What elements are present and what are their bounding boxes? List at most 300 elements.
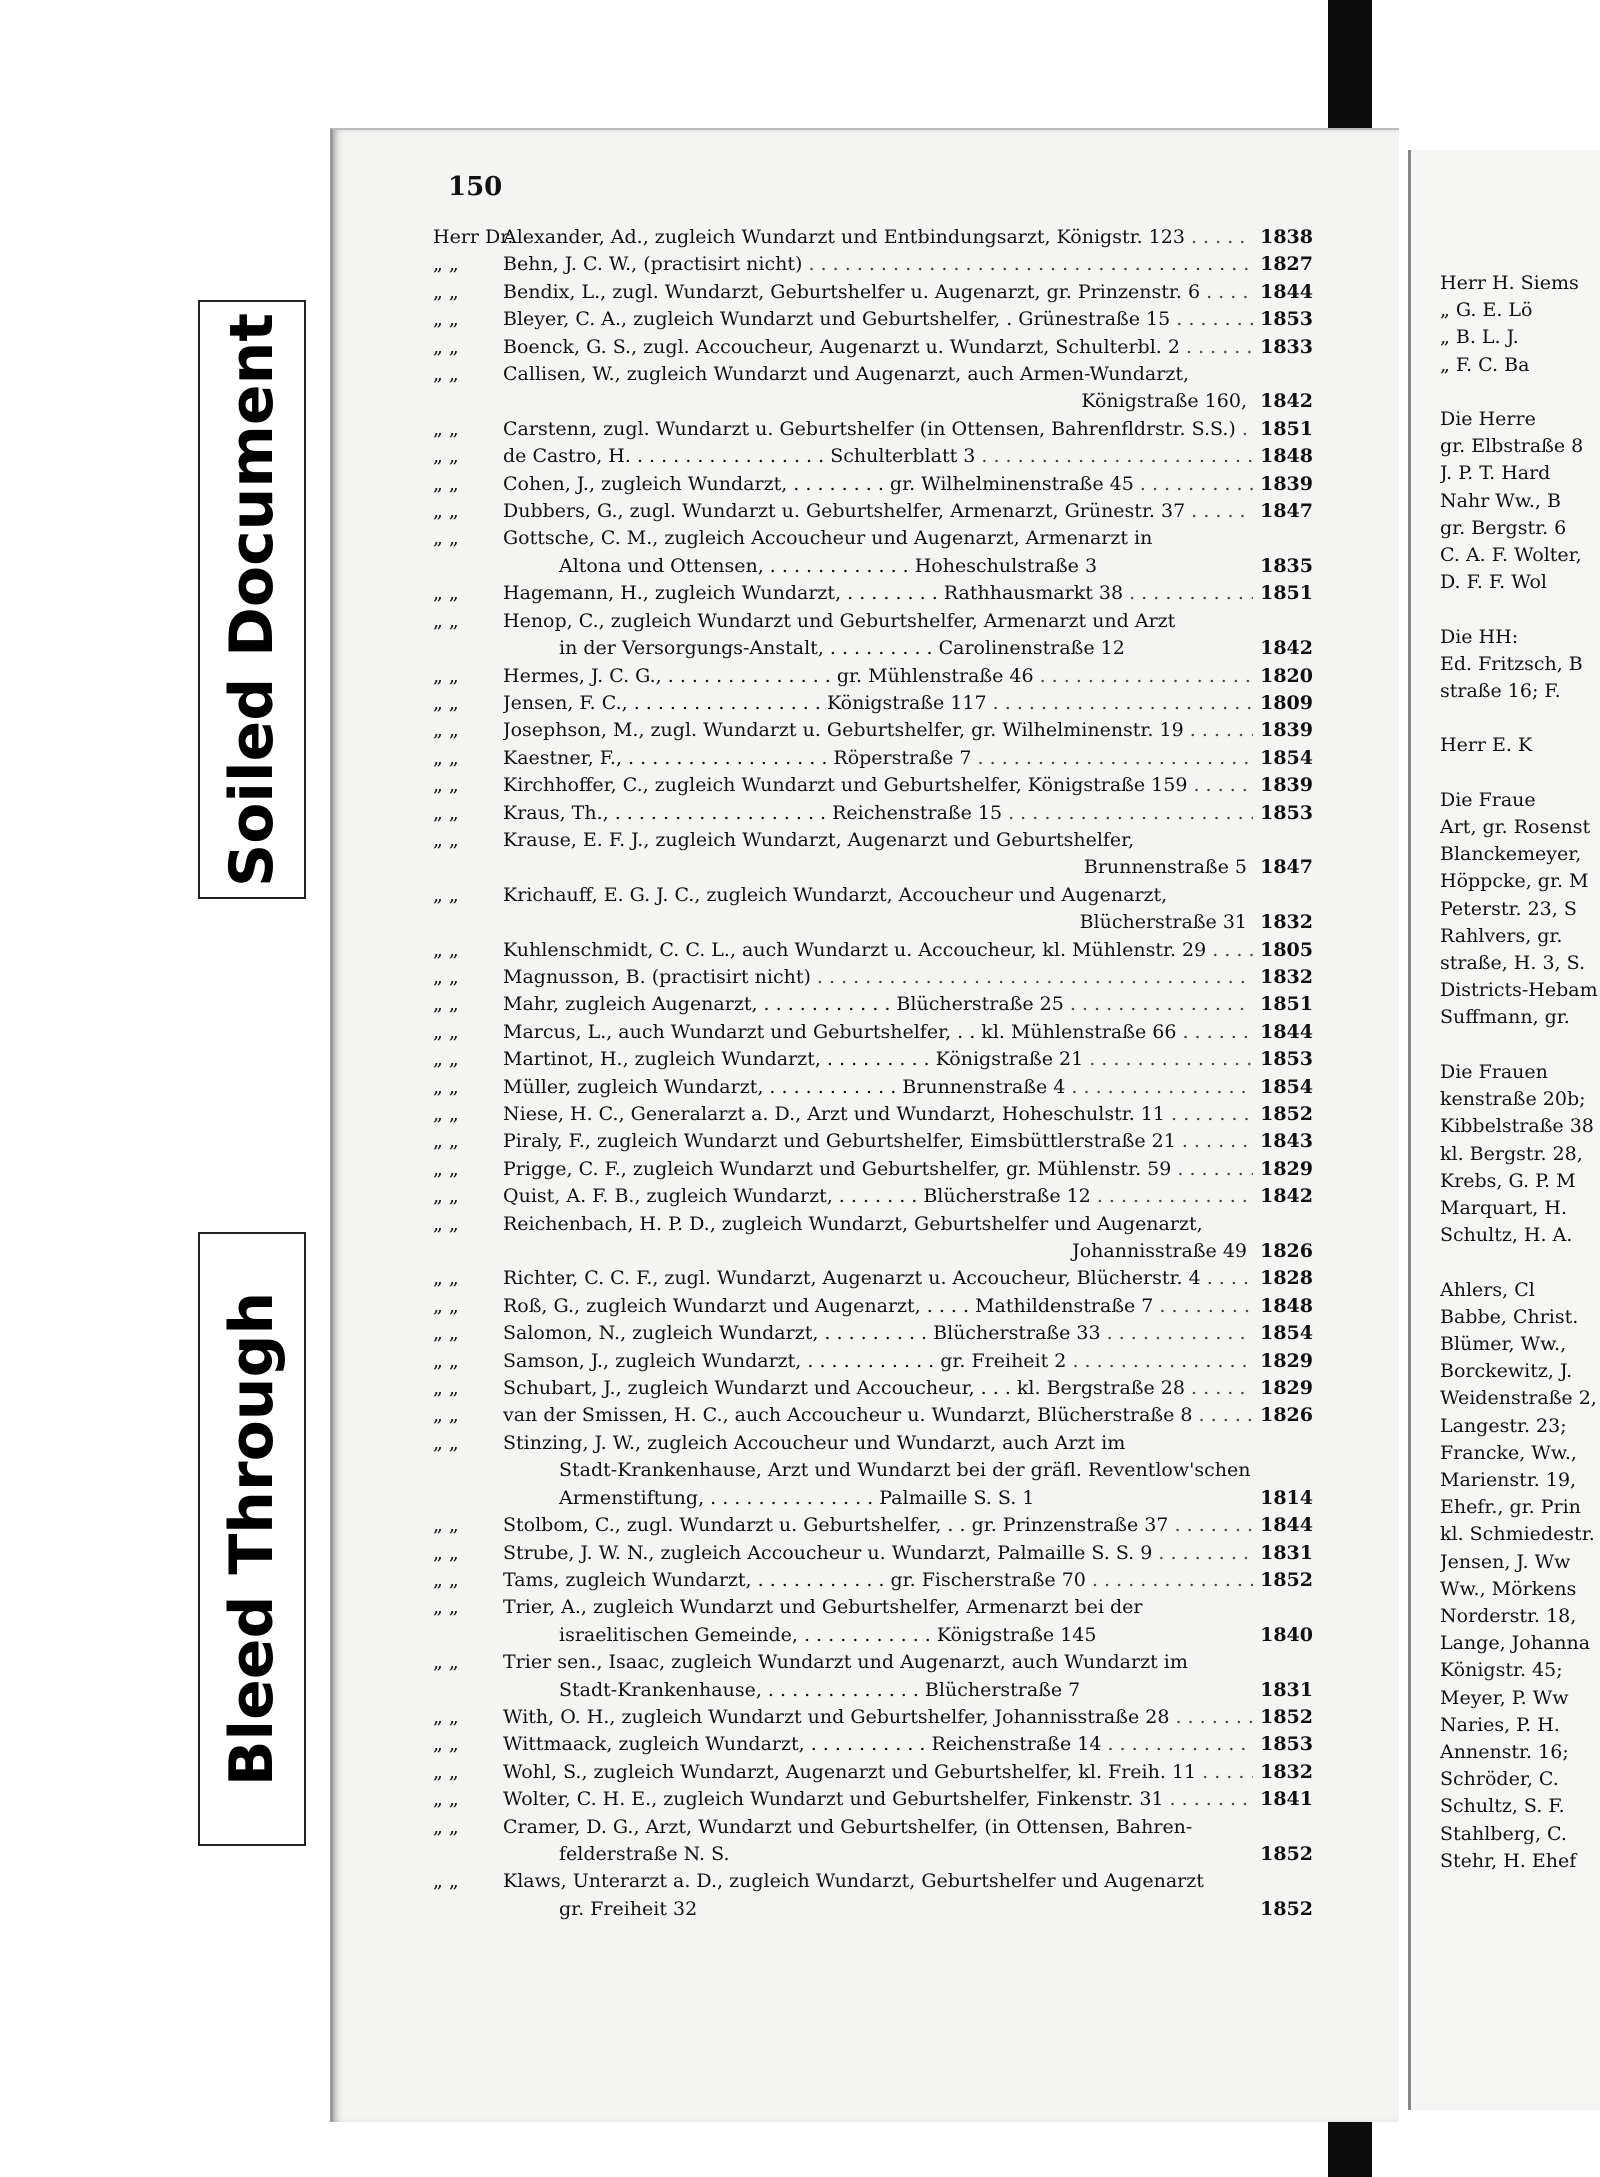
continuation-year: 1832 — [1260, 911, 1313, 934]
entry-year: 1847 — [1260, 500, 1313, 523]
entry-row — [433, 964, 1313, 991]
continuation-text: gr. Freiheit 32 — [559, 1897, 698, 1920]
right-page-text — [1440, 270, 1600, 1875]
entry-row — [433, 745, 1313, 772]
continuation-text: Armenstiftung, . . . . . . . . . . . . . . Palmaille S. S. 1 — [559, 1486, 1035, 1509]
indent-spacer — [433, 1622, 559, 1649]
entry-row — [433, 1183, 1313, 1210]
entry-text: Bleyer, C. A., zugleich Wundarzt und Geburtshelfer, . Grünestraße 15 . . . — [503, 306, 1253, 333]
ditto-mark: „ „ — [433, 774, 459, 797]
ditto-mark: „ „ — [433, 1568, 459, 1591]
entry-row — [433, 1786, 1313, 1813]
entry-row — [433, 1375, 1313, 1402]
entry-year: 1851 — [1260, 417, 1313, 440]
entry-text: Stolbom, C., zugl. Wundarzt u. Geburtshelfer, . . gr. Prinzenstraße 37 . . . — [503, 1512, 1253, 1539]
entry-row — [433, 1567, 1313, 1594]
entry-text: Wittmaack, zugleich Wundarzt, . . . . . . . . . . Reichenstraße 14 . . . — [503, 1731, 1253, 1758]
entry-text: Henop, C., zugleich Wundarzt und Geburtshelfer, Armenarzt und Arzt — [503, 609, 1176, 632]
continuation-year: 1814 — [1260, 1486, 1313, 1509]
entry-year: 1829 — [1260, 1349, 1313, 1372]
right-page-line: Die Frauen — [1440, 1060, 1548, 1083]
right-page-line: Königstr. 45; — [1440, 1659, 1563, 1682]
continuation-year: 1826 — [1260, 1240, 1313, 1263]
continuation-text: Blücherstraße 31 — [1079, 911, 1247, 934]
right-page-line: Districts-Hebam — [1440, 979, 1598, 1002]
ditto-mark: „ „ — [433, 691, 459, 714]
entry-text: Niese, H. C., Generalarzt a. D., Arzt und Wundarzt, Hoheschulstr. 11 . . . — [503, 1101, 1253, 1128]
entry-year: 1854 — [1260, 1322, 1313, 1345]
entry-year: 1852 — [1260, 1568, 1313, 1591]
entry-continuation — [433, 635, 1313, 662]
entry-year: 1829 — [1260, 1157, 1313, 1180]
indent-spacer — [433, 1896, 559, 1923]
entry-year: 1853 — [1260, 1733, 1313, 1756]
entry-text: Behn, J. C. W., (practisirt nicht) . . . — [503, 251, 1253, 278]
right-page-line — [1440, 760, 1600, 787]
right-page-line: Schultz, S. F. — [1440, 1795, 1565, 1818]
entry-text: Hagemann, H., zugleich Wundarzt, . . . . . . . . Rathhausmarkt 38 . . . — [503, 580, 1253, 607]
entry-text: Kaestner, F., . . . . . . . . . . . . . . . . . Röperstraße 7 . . . — [503, 745, 1253, 772]
entry-row — [433, 772, 1313, 799]
ditto-mark: „ „ — [433, 1705, 459, 1728]
ditto-mark: „ „ — [433, 993, 459, 1016]
ditto-mark: „ „ — [433, 363, 459, 386]
entry-year: 1838 — [1260, 226, 1313, 248]
entry-text: Samson, J., zugleich Wundarzt, . . . . . . . . . . . gr. Freiheit 2 . . . — [503, 1348, 1253, 1375]
entry-row — [433, 800, 1313, 827]
entry-row — [433, 443, 1313, 470]
continuation-text: israelitischen Gemeinde, . . . . . . . . . . . Königstraße 145 — [559, 1623, 1097, 1646]
entry-row — [433, 882, 1313, 909]
right-page-line: J. P. T. Hard — [1440, 462, 1551, 485]
right-page-line: Annenstr. 16; — [1440, 1740, 1569, 1763]
entry-row — [433, 1019, 1313, 1046]
entry-row — [433, 1759, 1313, 1786]
entry-year: 1833 — [1260, 335, 1313, 358]
entry-text: Krause, E. F. J., zugleich Wundarzt, Augenarzt und Geburtshelfer, — [503, 828, 1135, 851]
entry-text: Müller, zugleich Wundarzt, . . . . . . . . . . . Brunnenstraße 4 . . . — [503, 1074, 1253, 1101]
indent-spacer — [433, 553, 559, 580]
ditto-mark: „ „ — [433, 746, 459, 769]
right-page-line: C. A. F. Wolter, — [1440, 544, 1582, 567]
right-page-line — [1440, 1032, 1600, 1059]
ditto-mark: „ „ — [433, 609, 459, 632]
continuation-text: Brunnenstraße 5 — [1083, 856, 1247, 879]
continuation-year: 1831 — [1260, 1678, 1313, 1701]
indent-spacer — [433, 1677, 559, 1704]
right-page-line: Schultz, H. A. — [1440, 1224, 1573, 1247]
ditto-mark: „ „ — [433, 1760, 459, 1783]
entry-row — [433, 1156, 1313, 1183]
entry-continuation — [433, 1238, 1313, 1265]
ditto-mark: „ „ — [433, 253, 459, 276]
entry-year: 1832 — [1260, 965, 1313, 988]
right-page-line — [1440, 596, 1600, 623]
entry-text: Reichenbach, H. P. D., zugleich Wundarzt, Geburtshelfer und Augenarzt, — [503, 1212, 1203, 1235]
entry-year: 1839 — [1260, 472, 1313, 495]
right-page-line: kenstraße 20b; — [1440, 1088, 1586, 1111]
right-page-line: Ahlers, Cl — [1440, 1278, 1535, 1301]
entry-year: 1841 — [1260, 1788, 1313, 1811]
entry-text: Kirchhoffer, C., zugleich Wundarzt und Geburtshelfer, Königstraße 159 . . . — [503, 772, 1253, 799]
entry-text: Trier, A., zugleich Wundarzt und Geburtshelfer, Armenarzt bei der — [503, 1596, 1143, 1619]
right-page-line: Die HH: — [1440, 625, 1519, 648]
entry-row — [433, 1128, 1313, 1155]
entry-row — [433, 1402, 1313, 1429]
right-page-line: Art, gr. Rosenst — [1440, 816, 1591, 839]
right-page-line: Herr H. Siems — [1440, 272, 1579, 294]
right-page-line: Ed. Fritzsch, B — [1440, 652, 1583, 675]
entry-text: Gottsche, C. M., zugleich Accoucheur und Augenarzt, Armenarzt in — [503, 527, 1153, 550]
entry-row — [433, 1704, 1313, 1731]
entry-text: Carstenn, zugl. Wundarzt u. Geburtshelfer (in Ottensen, Bahrenfldrstr. S.S.) . . . — [503, 416, 1253, 443]
entry-text: Marcus, L., auch Wundarzt und Geburtshelfer, . . kl. Mühlenstraße 66 . . . — [503, 1019, 1253, 1046]
entry-row — [433, 224, 1313, 251]
entry-row — [433, 690, 1313, 717]
entry-text: Tams, zugleich Wundarzt, . . . . . . . . . . . gr. Fischerstraße 70 . . . — [503, 1567, 1253, 1594]
ditto-mark: „ „ — [433, 1322, 459, 1345]
entry-continuation — [433, 1485, 1313, 1512]
right-page-line — [1440, 379, 1600, 406]
right-page-line: Norderstr. 18, — [1440, 1604, 1577, 1627]
page-number: 150 — [448, 172, 503, 202]
entry-text: de Castro, H. . . . . . . . . . . . . . . . . Schulterblatt 3 . . . — [503, 443, 1253, 470]
ditto-mark: „ „ — [433, 472, 459, 495]
right-page-line: kl. Bergstr. 28, — [1440, 1142, 1583, 1165]
right-page-line: Jensen, J. Ww — [1440, 1550, 1571, 1573]
right-page-line: straße 16; F. — [1440, 680, 1561, 703]
ditto-mark: „ „ — [433, 719, 459, 742]
entry-text: Dubbers, G., zugl. Wundarzt u. Geburtshelfer, Armenarzt, Grünestr. 37 . . . — [503, 498, 1253, 525]
right-page-line: Höppcke, gr. M — [1440, 870, 1589, 893]
indent-spacer — [433, 635, 559, 662]
entry-text: Prigge, C. F., zugleich Wundarzt und Geburtshelfer, gr. Mühlenstr. 59 . . . — [503, 1156, 1253, 1183]
entry-year: 1843 — [1260, 1130, 1313, 1153]
right-page-line: Nahr Ww., B — [1440, 489, 1561, 512]
right-page-line: kl. Schmiedestr. — [1440, 1523, 1595, 1546]
entry-row — [433, 334, 1313, 361]
soiled-document-text: Soiled Document — [217, 312, 287, 887]
ditto-mark: „ „ — [433, 1651, 459, 1674]
right-page-line: „ F. C. Ba — [1440, 353, 1530, 376]
ditto-mark: „ „ — [433, 1596, 459, 1619]
ditto-mark: „ „ — [433, 335, 459, 358]
ditto-mark: „ „ — [433, 1815, 459, 1838]
ditto-mark: „ „ — [433, 500, 459, 523]
entry-text: Quist, A. F. B., zugleich Wundarzt, . . . . . . . Blücherstraße 12 . . . — [503, 1183, 1253, 1210]
ditto-mark: „ „ — [433, 1103, 459, 1125]
entry-row — [433, 937, 1313, 964]
ditto-mark: „ „ — [433, 1075, 459, 1098]
entry-row — [433, 1594, 1313, 1621]
entry-row — [433, 498, 1313, 525]
entry-year: 1853 — [1260, 308, 1313, 331]
entry-year: 1851 — [1260, 582, 1313, 605]
continuation-year — [1253, 1457, 1313, 1484]
ditto-mark: „ „ — [433, 1267, 459, 1290]
entry-row — [433, 1211, 1313, 1238]
ditto-mark: „ „ — [433, 828, 459, 851]
ditto-mark: „ „ — [433, 582, 459, 605]
right-page-line: gr. Bergstr. 6 — [1440, 516, 1567, 539]
entry-continuation — [433, 1677, 1313, 1704]
right-page-line: Krebs, G. P. M — [1440, 1169, 1576, 1192]
entry-text: Wohl, S., zugleich Wundarzt, Augenarzt und Geburtshelfer, kl. Freih. 11 . . . — [503, 1759, 1253, 1786]
entry-text: Mahr, zugleich Augenarzt, . . . . . . . . . . . Blücherstraße 25 . . . — [503, 991, 1253, 1018]
entry-row — [433, 1731, 1313, 1758]
entry-row — [433, 827, 1313, 854]
entry-year: 1829 — [1260, 1377, 1313, 1400]
entry-year: 1854 — [1260, 1075, 1313, 1098]
entry-row — [433, 1293, 1313, 1320]
continuation-year: 1835 — [1260, 554, 1313, 577]
entry-year: 1848 — [1260, 1294, 1313, 1317]
entry-year: 1853 — [1260, 801, 1313, 824]
entry-row — [433, 1430, 1313, 1457]
entry-continuation — [433, 388, 1313, 415]
right-page-line: gr. Elbstraße 8 — [1440, 435, 1584, 458]
entry-text: Wolter, C. H. E., zugleich Wundarzt und Geburtshelfer, Finkenstr. 31 . . . — [503, 1786, 1253, 1813]
ditto-mark: „ „ — [433, 1541, 459, 1564]
entry-year: 1852 — [1260, 1103, 1313, 1125]
entry-year: 1853 — [1260, 1048, 1313, 1071]
ditto-mark: „ „ — [433, 1870, 459, 1893]
entry-text: Richter, C. C. F., zugl. Wundarzt, Augenarzt u. Accoucheur, Blücherstr. 4 . . . — [503, 1265, 1253, 1292]
entry-year: 1851 — [1260, 993, 1313, 1016]
continuation-text: Stadt-Krankenhause, . . . . . . . . . . . . . Blücherstraße 7 — [559, 1678, 1081, 1701]
entry-year: 1844 — [1260, 280, 1313, 303]
physician-list — [433, 224, 1313, 1923]
entry-continuation — [433, 1457, 1313, 1484]
entry-text: Cohen, J., zugleich Wundarzt, . . . . . . . . gr. Wilhelminenstraße 45 . . . — [503, 471, 1253, 498]
entry-text: Alexander, Ad., zugleich Wundarzt und Entbindungsarzt, Königstr. 123 . . . — [503, 224, 1253, 251]
ditto-mark: „ „ — [433, 664, 459, 687]
entry-year: 1805 — [1260, 938, 1313, 961]
continuation-text: Altona und Ottensen, . . . . . . . . . . . . Hoheschulstraße 3 — [559, 554, 1098, 577]
ditto-mark: „ „ — [433, 801, 459, 824]
entry-row — [433, 717, 1313, 744]
entry-row — [433, 1265, 1313, 1292]
ditto-mark: „ „ — [433, 527, 459, 550]
entry-year: 1828 — [1260, 1267, 1313, 1290]
entry-row — [433, 416, 1313, 443]
ditto-mark: „ „ — [433, 883, 459, 906]
entry-text: Magnusson, B. (practisirt nicht) . . . — [503, 964, 1253, 991]
right-page-line: Borckewitz, J. — [1440, 1360, 1573, 1383]
entry-text: Cramer, D. G., Arzt, Wundarzt und Geburtshelfer, (in Ottensen, Bahren- — [503, 1815, 1193, 1838]
continuation-year: 1847 — [1260, 856, 1313, 879]
entry-text: Bendix, L., zugl. Wundarzt, Geburtshelfer u. Augenarzt, gr. Prinzenstr. 6 . . . — [503, 279, 1253, 306]
entry-continuation — [433, 1841, 1313, 1868]
right-page-line: „ G. E. Lö — [1440, 299, 1533, 322]
entry-row — [433, 1074, 1313, 1101]
right-page-line: Kibbelstraße 38 — [1440, 1115, 1594, 1138]
right-page-line — [1440, 705, 1600, 732]
indent-spacer — [433, 388, 559, 415]
right-page-line: Naries, P. H. — [1440, 1713, 1560, 1736]
right-page-line: Francke, Ww., — [1440, 1441, 1577, 1464]
right-page-line — [1440, 1249, 1600, 1276]
entry-year: 1852 — [1260, 1705, 1313, 1728]
entry-text: Piraly, F., zugleich Wundarzt und Geburtshelfer, Eimsbüttlerstraße 21 . . . — [503, 1128, 1253, 1155]
entry-text: Callisen, W., zugleich Wundarzt und Augenarzt, auch Armen-Wundarzt, — [503, 363, 1190, 386]
entry-year: 1842 — [1260, 1185, 1313, 1208]
bleed-through-label — [198, 1232, 306, 1846]
continuation-year: 1852 — [1260, 1897, 1313, 1920]
right-page-line: Suffmann, gr. — [1440, 1006, 1570, 1029]
entry-row — [433, 580, 1313, 607]
entry-text: Josephson, M., zugl. Wundarzt u. Geburtshelfer, gr. Wilhelminenstr. 19 . . . — [503, 717, 1253, 744]
ditto-mark: „ „ — [433, 1185, 459, 1208]
right-page-line: Rahlvers, gr. — [1440, 924, 1563, 947]
ditto-mark: „ „ — [433, 1788, 459, 1811]
entry-text: Trier sen., Isaac, zugleich Wundarzt und Augenarzt, auch Wundarzt im — [503, 1651, 1188, 1674]
continuation-year: 1852 — [1260, 1842, 1313, 1865]
ditto-mark: „ „ — [433, 1349, 459, 1372]
ditto-mark: „ „ — [433, 445, 459, 468]
entry-row — [433, 471, 1313, 498]
ditto-mark: „ „ — [433, 1514, 459, 1537]
entry-row — [433, 1046, 1313, 1073]
entry-row — [433, 525, 1313, 552]
entry-year: 1839 — [1260, 719, 1313, 742]
entry-row — [433, 1348, 1313, 1375]
right-page-line: Blanckemeyer, — [1440, 843, 1582, 866]
entry-row — [433, 1868, 1313, 1895]
right-page-line: Marquart, H. — [1440, 1196, 1567, 1219]
entry-year: 1827 — [1260, 253, 1313, 276]
entry-row — [433, 991, 1313, 1018]
indent-spacer — [433, 854, 559, 881]
ditto-mark: „ „ — [433, 1404, 459, 1427]
right-page-line: Schröder, C. — [1440, 1768, 1559, 1791]
indent-spacer — [433, 1457, 559, 1484]
entry-year: 1831 — [1260, 1541, 1313, 1564]
right-page-line: Stahlberg, C. — [1440, 1822, 1567, 1845]
entry-text: Roß, G., zugleich Wundarzt und Augenarzt, . . . . Mathildenstraße 7 . . . — [503, 1293, 1253, 1320]
right-page-line: D. F. F. Wol — [1440, 571, 1547, 594]
continuation-text: in der Versorgungs-Anstalt, . . . . . . . . . Carolinenstraße 12 — [559, 637, 1125, 660]
entry-text: Jensen, F. C., . . . . . . . . . . . . . . . . Königstraße 117 . . . — [503, 690, 1253, 717]
ditto-mark: „ „ — [433, 965, 459, 988]
entry-row — [433, 1320, 1313, 1347]
indent-spacer — [433, 1485, 559, 1512]
right-page-line: Weidenstraße 2, — [1440, 1387, 1597, 1410]
entry-row — [433, 279, 1313, 306]
ditto-mark: „ „ — [433, 1130, 459, 1153]
entry-text: Salomon, N., zugleich Wundarzt, . . . . . . . . . Blücherstraße 33 . . . — [503, 1320, 1253, 1347]
right-page-line: „ B. L. J. — [1440, 326, 1519, 349]
entry-text: Martinot, H., zugleich Wundarzt, . . . . . . . . . Königstraße 21 . . . — [503, 1046, 1253, 1073]
ditto-mark: „ „ — [433, 1212, 459, 1235]
right-page-line: Peterstr. 23, S — [1440, 897, 1577, 920]
ditto-mark: „ „ — [433, 938, 459, 961]
entry-year: 1809 — [1260, 691, 1313, 714]
ditto-mark: „ „ — [433, 1733, 459, 1756]
ditto-mark: „ „ — [433, 1431, 459, 1454]
entry-text: Boenck, G. S., zugl. Accoucheur, Augenarzt u. Wundarzt, Schulterbl. 2 . . . — [503, 334, 1253, 361]
continuation-text: Königstraße 160, — [1081, 390, 1247, 413]
continuation-year: 1842 — [1260, 390, 1313, 413]
entry-continuation — [433, 909, 1313, 936]
indent-spacer — [433, 1841, 559, 1868]
indent-spacer — [433, 909, 559, 936]
right-page-line: Die Fraue — [1440, 788, 1536, 811]
continuation-text: felderstraße N. S. — [559, 1842, 730, 1865]
right-page-line: Marienstr. 19, — [1440, 1468, 1577, 1491]
ditto-mark: „ „ — [433, 1157, 459, 1180]
continuation-year: 1840 — [1260, 1623, 1313, 1646]
continuation-text: Johannisstraße 49 — [1072, 1240, 1247, 1263]
entry-text: Stinzing, J. W., zugleich Accoucheur und Wundarzt, auch Arzt im — [503, 1431, 1126, 1454]
entry-row — [433, 1649, 1313, 1676]
bleed-through-text: Bleed Through — [217, 1291, 287, 1787]
ditto-mark: „ „ — [433, 1377, 459, 1400]
ditto-mark: Herr Dr. — [433, 226, 514, 248]
ditto-mark: „ „ — [433, 1294, 459, 1317]
continuation-year: 1842 — [1260, 637, 1313, 660]
entry-row — [433, 251, 1313, 278]
entry-row — [433, 306, 1313, 333]
right-page-line: Die Herre — [1440, 408, 1536, 431]
entry-text: Hermes, J. C. G., . . . . . . . . . . . . . . gr. Mühlenstraße 46 . . . — [503, 663, 1253, 690]
entry-year: 1848 — [1260, 445, 1313, 468]
right-page-line: Stehr, H. Ehef — [1440, 1849, 1577, 1872]
entry-year: 1844 — [1260, 1514, 1313, 1537]
continuation-text: Stadt-Krankenhause, Arzt und Wundarzt bei der gräfl. Reventlow'schen — [559, 1459, 1251, 1482]
indent-spacer — [433, 1238, 559, 1265]
ditto-mark: „ „ — [433, 1020, 459, 1043]
right-page-line: Herr E. K — [1440, 734, 1533, 757]
entry-row — [433, 1512, 1313, 1539]
right-page-line: Blümer, Ww., — [1440, 1332, 1567, 1355]
right-page-line: Babbe, Christ. — [1440, 1305, 1579, 1328]
entry-text: van der Smissen, H. C., auch Accoucheur u. Wundarzt, Blücherstraße 8 . . . — [503, 1402, 1253, 1429]
ditto-mark: „ „ — [433, 417, 459, 440]
right-page-line: straße, H. 3, S. — [1440, 952, 1586, 975]
entry-row — [433, 1814, 1313, 1841]
entry-text: Schubart, J., zugleich Wundarzt und Accoucheur, . . . kl. Bergstraße 28 . . . — [503, 1375, 1253, 1402]
ditto-mark: „ „ — [433, 1048, 459, 1071]
entry-year: 1832 — [1260, 1760, 1313, 1783]
right-page-line: Ww., Mörkens — [1440, 1577, 1577, 1600]
entry-continuation — [433, 1896, 1313, 1923]
entry-row — [433, 1101, 1313, 1128]
entry-text: Klaws, Unterarzt a. D., zugleich Wundarzt, Geburtshelfer und Augenarzt — [503, 1870, 1204, 1893]
right-page-line: Ehefr., gr. Prin — [1440, 1496, 1581, 1519]
entry-text: Kuhlenschmidt, C. C. L., auch Wundarzt u. Accoucheur, kl. Mühlenstr. 29 . . . — [503, 937, 1253, 964]
right-page-line: Meyer, P. Ww — [1440, 1686, 1569, 1709]
entry-row — [433, 663, 1313, 690]
entry-text: With, O. H., zugleich Wundarzt und Geburtshelfer, Johannisstraße 28 . . . — [503, 1704, 1253, 1731]
entry-year: 1820 — [1260, 664, 1313, 687]
entry-continuation — [433, 553, 1313, 580]
entry-text: Strube, J. W. N., zugleich Accoucheur u. Wundarzt, Palmaille S. S. 9 . . . — [503, 1540, 1253, 1567]
entry-row — [433, 1540, 1313, 1567]
entry-text: Kraus, Th., . . . . . . . . . . . . . . . . . . Reichenstraße 15 . . . — [503, 800, 1253, 827]
entry-text: Krichauff, E. G. J. C., zugleich Wundarzt, Accoucheur und Augenarzt, — [503, 883, 1168, 906]
entry-year: 1844 — [1260, 1020, 1313, 1043]
entry-row — [433, 361, 1313, 388]
right-page-line: Langestr. 23; — [1440, 1414, 1567, 1437]
entry-row — [433, 608, 1313, 635]
entry-continuation — [433, 854, 1313, 881]
entry-year: 1854 — [1260, 746, 1313, 769]
right-page-line: Lange, Johanna — [1440, 1632, 1591, 1655]
entry-continuation — [433, 1622, 1313, 1649]
ditto-mark: „ „ — [433, 308, 459, 331]
entry-year: 1839 — [1260, 774, 1313, 797]
